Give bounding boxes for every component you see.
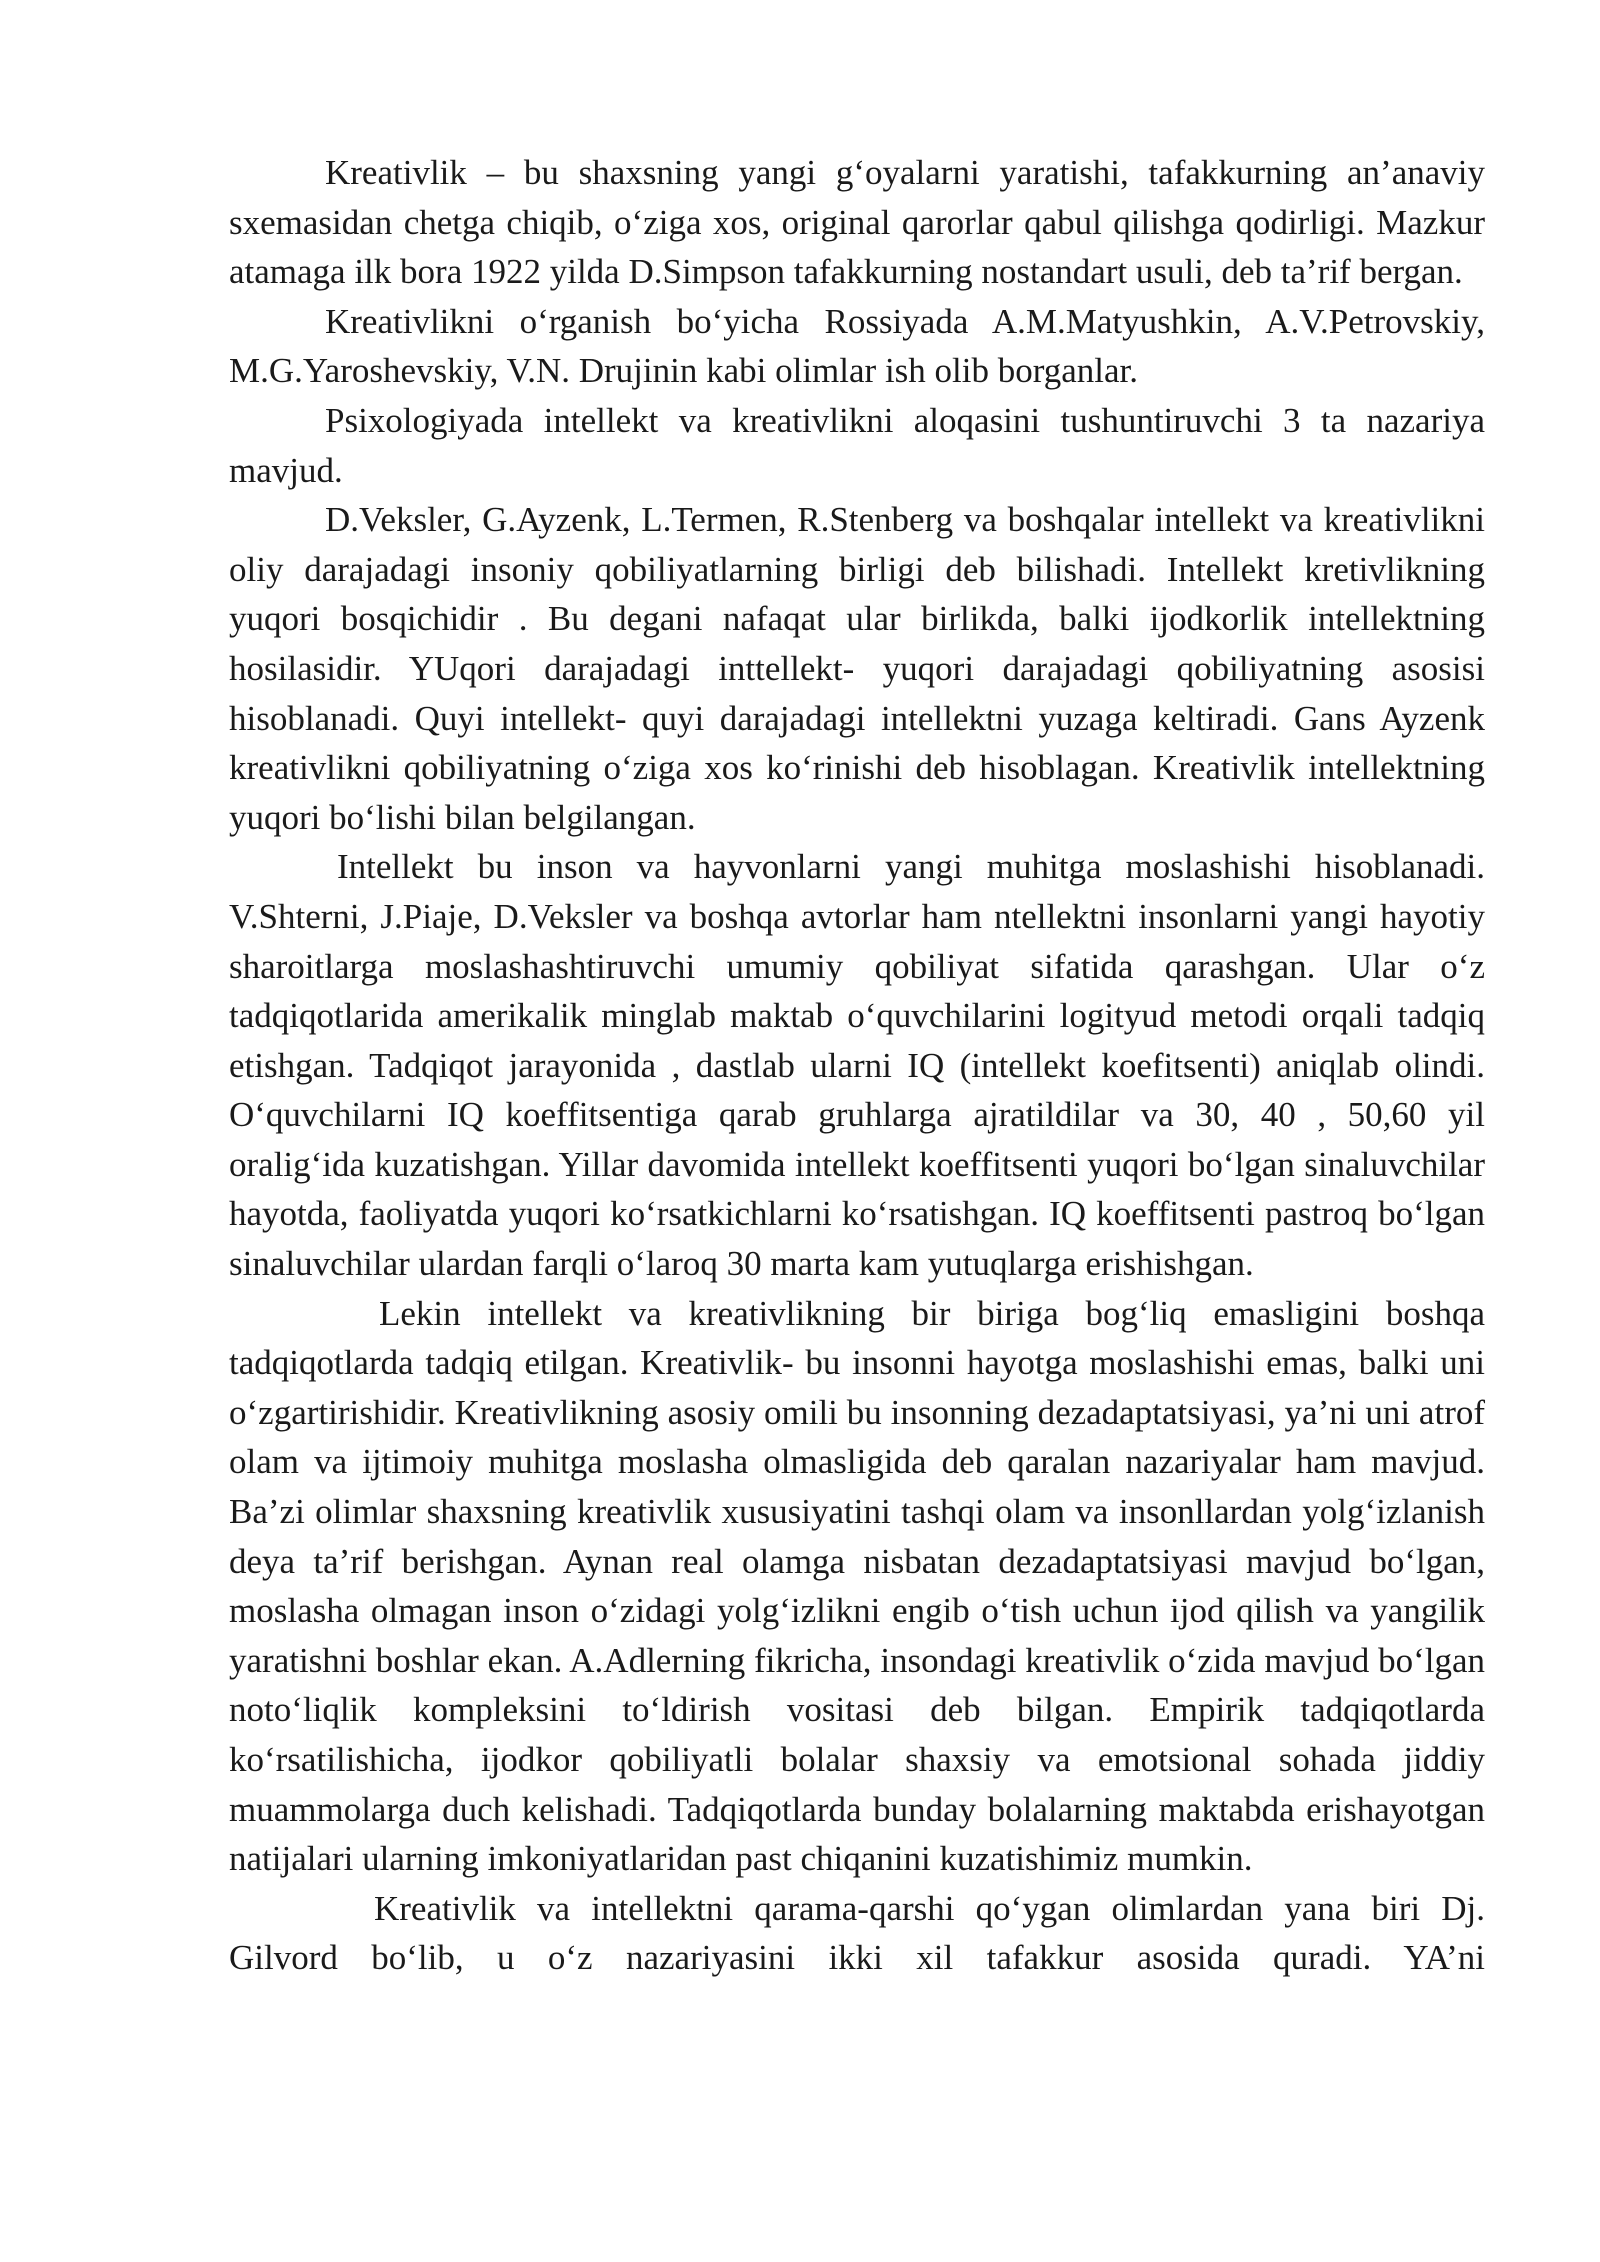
paragraph-intellect-adaptation: Intellekt bu inson va hayvonlarni yangi muhitga moslashishi hisoblanadi. V.Shterni, J.Piaje, D.Veksler va boshqa avtorlar ham ntellektni insonlarni yangi hayotiy sharoitlarga moslashashtiruvchi umumiy qobiliyat sifatida qarashgan. Ular o‘z tadqiqotlarida amerikalik minglab maktab o‘quvchilarini logityud metodi orqali tadqiq etishgan. Tadqiqot jarayonida , dastlab ularni IQ (intellekt koefitsenti) aniqlab olindi. O‘quvchilarni IQ koeffitsentiga qarab gruhlarga ajratildilar va 30, 40 , 50,60 yil oralig‘ida kuzatishgan. Yillar davomida intellekt koeffitsenti yuqori bo‘lgan sinaluvchilar hayotda, faoliyatda yuqori ko‘rsatkichlarni ko‘rsatishgan. IQ koeffitsenti pastroq bo‘lgan sinaluvchilar ulardan farqli o‘laroq 30 marta kam yutuqlarga erishishgan. [229, 847, 1485, 1284]
paragraph-russian-researchers: Kreativlikni o‘rganish bo‘yicha Rossiyada A.M.Matyushkin, A.V.Petrovskiy, M.G.Yaroshevskiy, V.N. Drujinin kabi olimlar ish olib borganlar. [229, 301, 1485, 391]
document-body [229, 148, 1485, 1983]
paragraph-three-theories: Psixologiyada intellekt va kreativlikni aloqasini tushuntiruvchi 3 ta nazariya mavjud. [229, 400, 1485, 490]
paragraph-kreativlik-definition: Kreativlik – bu shaxsning yangi g‘oyalarni yaratishi, tafakkurning an’anaviy sxemasidan chetga chiqib, o‘ziga xos, original qarorlar qabul qilishga qodirligi. Mazkur atamaga ilk bora 1922 yilda D.Simpson tafakkurning nostandart usuli, deb ta’rif bergan. [229, 153, 1485, 292]
paragraph-gilford-theory: Kreativlik va intellektni qarama-qarshi qo‘ygan olimlardan yana biri Dj. Gilvord bo‘lib, u o‘z nazariyasini ikki xil tafakkur asosida quradi. YA’ni [229, 1888, 1485, 1978]
paragraph-independence-theory: Lekin intellekt va kreativlikning bir biriga bog‘liq emasligini boshqa tadqiqotlarda tadqiq etilgan. Kreativlik- bu insonni hayotga moslashishi emas, balki uni o‘zgartirishidir. Kreativlikning asosiy omili bu insonning dezadaptatsiyasi, ya’ni uni atrof olam va ijtimoiy muhitga moslasha olmasligida deb qaralan nazariyalar ham mavjud. Ba’zi olimlar shaxsning kreativlik xususiyatini tashqi olam va insonllardan yolg‘izlanish deya ta’rif berishgan. Aynan real olamga nisbatan dezadaptatsiyasi mavjud bo‘lgan, moslasha olmagan inson o‘zidagi yolg‘izlikni engib o‘tish uchun ijod qilish va yangilik yaratishni boshlar ekan. A.Adlerning fikricha, insondagi kreativlik o‘zida mavjud bo‘lgan noto‘liqlik kompleksini to‘ldirish vositasi deb bilgan. Empirik tadqiqotlarda ko‘rsatilishicha, ijodkor qobiliyatli bolalar shaxsiy va emotsional sohada jiddiy muammolarga duch kelishadi. Tadqiqotlarda bunday bolalarning maktabda erishayotgan natijalari ularning imkoniyatlaridan past chiqanini kuzatishimiz mumkin. [229, 1293, 1485, 1879]
paragraph-unity-theory: D.Veksler, G.Ayzenk, L.Termen, R.Stenberg va boshqalar intellekt va kreativlikni oliy darajadagi insoniy qobiliyatlarning birligi deb bilishadi. Intellekt kretivlikning yuqori bosqichidir . Bu degani nafaqat ular birlikda, balki ijodkorlik intellektning hosilasidir. YUqori darajadagi inttellekt- yuqori darajadagi qobiliyatning asosisi hisoblanadi. Quyi intellekt- quyi darajadagi intellektni yuzaga keltiradi. Gans Ayzenk kreativlikni qobiliyatning o‘ziga xos ko‘rinishi deb hisoblagan. Kreativlik intellektning yuqori bo‘lishi bilan belgilangan. [229, 500, 1485, 837]
